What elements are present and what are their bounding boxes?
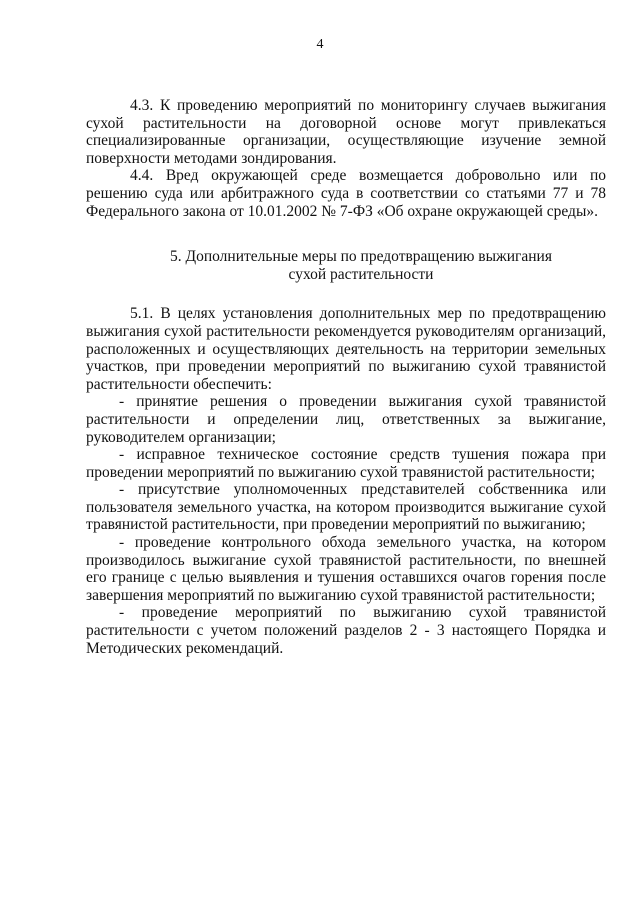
section-heading-line-1: 5. Дополнительные меры по предотвращению выжигания (170, 248, 552, 266)
list-item: - исправное техническое состояние средств тушения пожара при проведении мероприятий по выжиганию сухой травянистой растительности; (86, 446, 606, 481)
document-body (86, 97, 606, 657)
paragraph-4-4: 4.4. Вред окружающей среде возмещается добровольно или по решению суда или арбитражного суда в соответствии со статьями 77 и 78 Федерального закона от 10.01.2002 № 7-ФЗ «Об охране окружающей среды». (86, 167, 606, 220)
section-heading-line-2: сухой растительности (288, 265, 434, 283)
paragraph-5-1: 5.1. В целях установления дополнительных мер по предотвращению выжигания сухой растительности рекомендуется руководителям организаций, расположенных и осуществляющих деятельность на территории земельных участков, при проведении мероприятий по выжиганию сухой травянистой растительности обеспечить: (86, 305, 606, 393)
list-item: - проведение мероприятий по выжиганию сухой травянистой растительности с учетом положений разделов 2 - 3 настоящего Порядка и Методических рекомендаций. (86, 604, 606, 657)
paragraph-4-3: 4.3. К проведению мероприятий по мониторингу случаев выжигания сухой растительности на договорной основе могут привлекаться специализированные организации, осуществляющие изучение земной поверхности методами зондирования. (86, 97, 606, 167)
list-item: - присутствие уполномоченных представителей собственника или пользователя земельного участка, на котором производится выжигание сухой травянистой растительности, при проведении мероприятий по выжиганию; (86, 481, 606, 534)
page-number: 4 (316, 37, 324, 52)
list-item: - принятие решения о проведении выжигания сухой травянистой растительности и определении лиц, ответственных за выжигание, руководителем организации; (86, 393, 606, 446)
section-heading (86, 248, 606, 283)
list-item: - проведение контрольного обхода земельного участка, на котором производилось выжигание сухой травянистой растительности, по внешней его границе с целью выявления и тушения оставшихся очагов горения после завершения мероприятий по выжиганию сухой травянистой растительности; (86, 534, 606, 604)
